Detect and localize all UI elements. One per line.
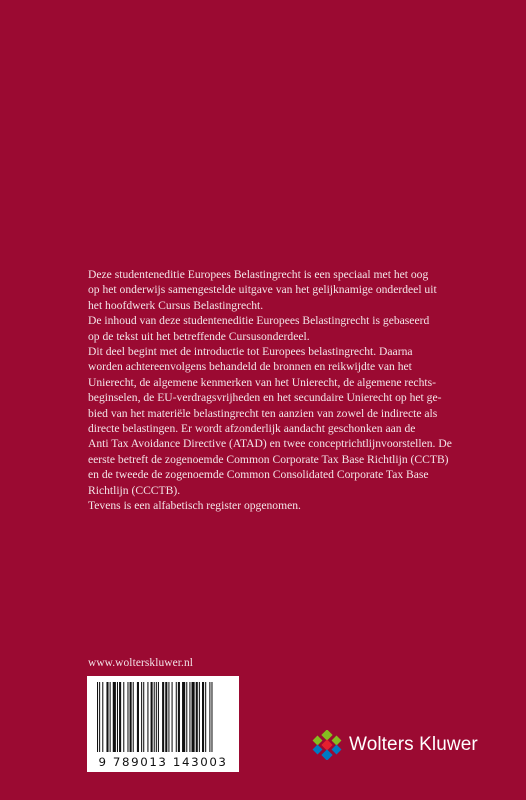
barcode-bar <box>189 682 190 752</box>
barcode-bar <box>123 682 124 752</box>
barcode-bar <box>165 682 167 752</box>
barcode-bar <box>196 682 198 752</box>
barcode-bar <box>178 682 180 752</box>
barcode-bar <box>211 682 212 752</box>
blurb-line: Unierecht, de algemene kenmerken van het Unierecht, de algemene rechts- <box>88 375 436 389</box>
publisher-logo <box>312 727 478 763</box>
barcode-bars <box>87 676 239 756</box>
barcode-bar <box>209 682 210 752</box>
isbn-barcode <box>87 676 239 772</box>
barcode-bar <box>192 682 195 752</box>
barcode-bar <box>133 682 134 752</box>
blurb-line: Tevens is een alfabetisch register opgenomen. <box>88 499 301 513</box>
barcode-bar <box>147 682 148 752</box>
blurb-line: worden achtereenvolgens behandeld de bronnen en reikwijdte van het <box>88 360 412 374</box>
blurb-line: bied van het materiële belastingrecht ten aanzien van zowel de indirecte als <box>88 406 438 420</box>
blurb-line: Dit deel begint met de introductie tot Europees belastingrecht. Daarna <box>88 345 413 359</box>
barcode-bar <box>168 682 169 752</box>
barcode-bar <box>151 682 153 752</box>
isbn-number: 9 789013 143003 <box>98 755 228 769</box>
blurb-line: Anti Tax Avoidance Directive (ATAD) en twee conceptrichtlijnvoorstellen. De <box>88 437 452 451</box>
barcode-bar <box>130 682 132 752</box>
barcode-bar <box>97 682 98 752</box>
barcode-bar <box>113 682 116 752</box>
barcode-bar <box>199 682 200 752</box>
blurb-line: eerste betreft de zogenoemde Common Corporate Tax Base Richtlijn (CCTB) <box>88 452 449 466</box>
blurb-line: Richtlijn (CCCTB). <box>88 483 181 497</box>
barcode-bar <box>182 682 185 752</box>
blurb-line: het hoofdwerk Cursus Belastingrecht. <box>88 298 264 312</box>
barcode-bar <box>186 682 187 752</box>
barcode-bar <box>110 682 111 752</box>
barcode-bar <box>141 682 142 752</box>
blurb-line: op de tekst uit het betreffende Cursusonderdeel. <box>88 329 310 343</box>
barcode-bar <box>102 682 103 752</box>
blurb-line: beginselen, de EU-verdragsvrijheden en het secundaire Unierecht op het ge- <box>88 391 442 405</box>
blurb-line: Deze studenteneditie Europees Belastingrecht is een speciaal met het oog <box>88 268 429 281</box>
publisher-name: Wolters Kluwer <box>349 734 478 755</box>
barcode-bar <box>158 682 159 752</box>
barcode-bar <box>143 682 144 752</box>
barcode-bar <box>137 682 139 752</box>
blurb-line: directe belastingen. Er wordt afzonderlijk aandacht geschonken aan de <box>88 422 416 436</box>
blurb-line: en de tweede de zogenoemde Common Consolidated Corporate Tax Base <box>88 468 429 482</box>
barcode-bar <box>119 682 121 752</box>
publisher-website: www.wolterskluwer.nl <box>88 657 194 669</box>
barcode-bar <box>106 682 108 752</box>
barcode-bar <box>154 682 155 752</box>
barcode-bar <box>117 682 118 752</box>
barcode-bar <box>99 682 100 752</box>
barcode-bar <box>205 682 206 752</box>
blurb-line: op het onderwijs samengestelde uitgave van het gelijknamige onderdeel uit <box>88 283 437 297</box>
barcode-bar <box>176 682 177 752</box>
barcode-bar <box>127 682 128 752</box>
wolters-kluwer-logo-icon <box>312 730 342 760</box>
back-cover-blurb <box>88 267 478 514</box>
barcode-bar <box>156 682 157 752</box>
barcode-bar <box>202 682 204 752</box>
barcode-bar <box>172 682 173 752</box>
blurb-line: De inhoud van deze studenteneditie Europees Belastingrecht is gebaseerd <box>88 314 430 328</box>
barcode-bar <box>162 682 164 752</box>
